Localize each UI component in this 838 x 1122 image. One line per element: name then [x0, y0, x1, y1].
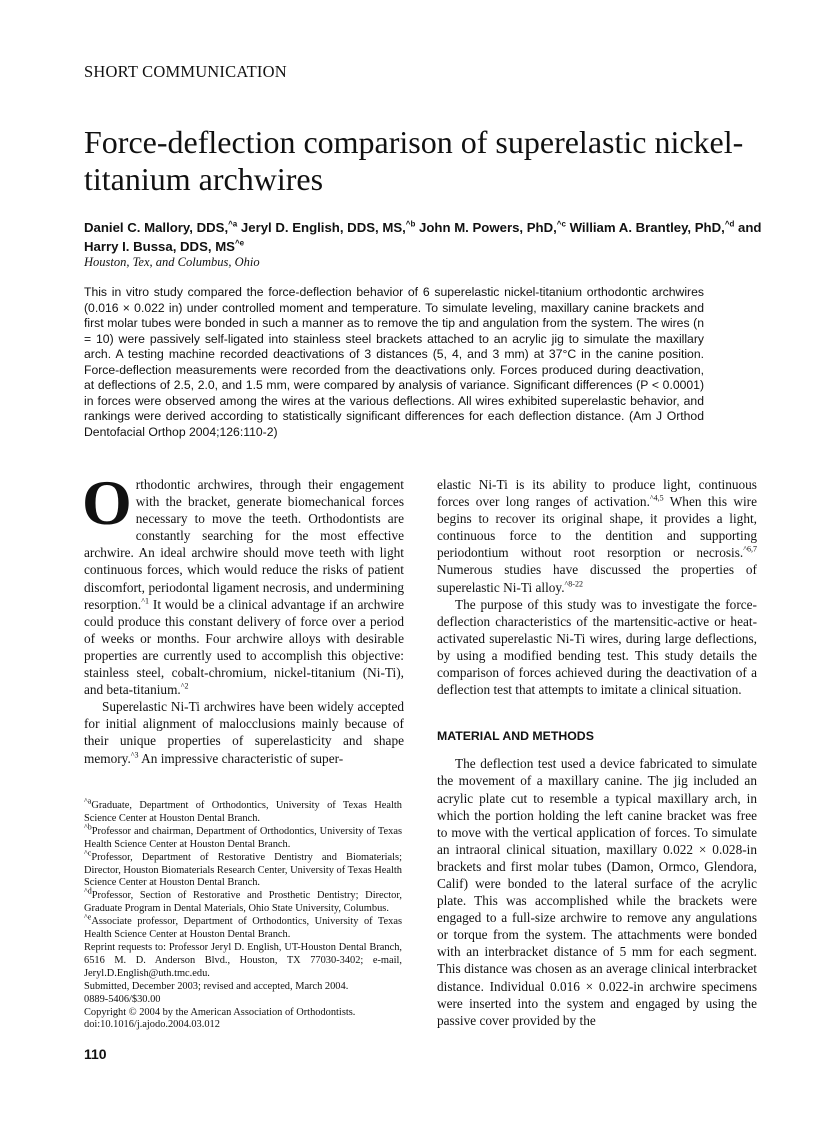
text-segment: An impressive characteristic of super- — [138, 750, 344, 766]
section-label: SHORT COMMUNICATION — [84, 62, 287, 81]
text-segment: Professor and chairman, Department of Orthodontics, University of Texas Health Science Center at Houston Dental Branch. — [84, 825, 402, 850]
text-segment: doi:10.1016/j.ajodo.2004.03.012 — [84, 1019, 220, 1031]
reference-superscript: ^a — [84, 796, 92, 806]
right-column — [437, 476, 757, 1029]
reference-superscript: ^e — [84, 912, 92, 922]
author-list — [84, 218, 764, 256]
text-segment: Reprint requests to: Professor Jeryl D. English, UT-Houston Dental Branch, 6516 M. D. Anderson Blvd., Houston, TX 77030-3402; e-mail, Jeryl.D.English@uth.tmc.edu. — [84, 941, 402, 979]
reference-superscript: ^2 — [180, 681, 189, 691]
footnote — [84, 822, 402, 852]
reference-superscript: ^d — [724, 219, 735, 229]
section-heading: MATERIAL AND METHODS — [437, 729, 594, 744]
reference-superscript: ^1 — [141, 596, 150, 606]
body-paragraph — [84, 698, 404, 766]
reference-superscript: ^b — [405, 219, 416, 229]
abstract: This in vitro study compared the force-deflection behavior of 6 superelastic nickel-titanium orthodontic archwires (0.016 × 0.022 in) under controlled moment and temperature. To simulate leveling, maxillary canine brackets and first molar tubes were bonded in such a manner as to remove the tip and angulation from the system. The wires (n = 10) were passively self-ligated into stainless steel brackets attached to an acrylic jig to simulate the maxillary arch. A testing machine recorded deactivations of 3 distances (5, 4, and 3 mm) at 37°C in the canine position. Force-deflection measurements were recorded from the deactivations only. Forces produced during deactivation, at deflections of 2.5, 2.0, and 1.5 mm, were compared by analysis of variance. Significant differences (P < 0.0001) in forces were observed among the wires at the various deflections. All wires exhibited superelastic behavior, and rankings were derived according to statistically significant differences for each deflection distance. (Am J Orthod Dentofacial Orthop 2004;126:110-2) — [84, 285, 704, 439]
reference-superscript: ^8-22 — [564, 579, 583, 589]
page-number: 110 — [84, 1046, 107, 1062]
text-segment: elastic Ni-Ti is its ability to produce light, continuous forces over long ranges of activation. — [437, 477, 757, 510]
intro-text — [82, 467, 404, 698]
reference-superscript: ^d — [84, 886, 92, 896]
text-segment: When this wire begins to recover its original shape, it provides a light, continuous force to the dentition and supporting periodontium without root resorption or necrosis. — [437, 494, 757, 561]
footnote — [84, 848, 402, 891]
drop-cap: O — [82, 467, 132, 538]
reference-superscript: ^4,5 — [649, 493, 664, 503]
article-title: Force-deflection comparison of superelastic nickel-titanium archwires — [84, 124, 744, 197]
text-segment: and Harry I. Bussa, DDS, MS — [84, 220, 762, 254]
footnote — [84, 912, 402, 942]
footnote — [84, 796, 402, 826]
reference-superscript: ^6,7 — [743, 544, 757, 554]
submission-dates — [84, 981, 402, 994]
reprint-requests — [84, 942, 402, 981]
text-segment: Professor, Department of Restorative Dentistry and Biomaterials; Director, Houston Biomaterials Research Center, University of Texas Health Science Center at Houston Dental Branch. — [84, 851, 402, 889]
text-segment: The purpose of this study was to investigate the force-deflection characteristics of the martensitic-active or heat-activated superelastic Ni-Ti wires, during large deflections, by using a modified bending test. This study details the comparison of forces achieved during the deactivation of a deflection test that attempts to imitate a clinical situation. — [437, 596, 757, 698]
text-segment: Graduate, Department of Orthodontics, University of Texas Health Science Center at Houston Dental Branch. — [84, 800, 402, 824]
reference-superscript: ^e — [234, 238, 245, 248]
text-segment: Professor, Section of Restorative and Prosthetic Dentistry; Director, Graduate Program in Dental Materials, Ohio State University, Columbus. — [84, 890, 402, 915]
author-location: Houston, Tex, and Columbus, Ohio — [84, 255, 260, 269]
reference-superscript: ^3 — [130, 750, 139, 760]
text-segment: Daniel C. Mallory, DDS, — [84, 220, 229, 235]
reference-superscript: ^b — [84, 822, 92, 832]
text-segment: rthodontic archwires, through their engagement with the bracket, generate biomechanical forces necessary to move the teeth. Orthodontists are constantly searching for the most effective archwire. An ideal archwire should move teeth with light continuous forces, which would reduce the risks of patient discomfort, periodontal ligament necrosis, and undermining resorption. — [84, 477, 404, 612]
text-segment: 0889-5406/$30.00 — [84, 993, 161, 1005]
copyright — [84, 1007, 402, 1020]
text-segment: William A. Brantley, PhD, — [565, 220, 725, 235]
reference-superscript: ^a — [228, 219, 238, 229]
text-segment: Superelastic Ni-Ti archwires have been widely accepted for initial alignment of malocclusions mainly because of their unique properties of superelasticity and shape memory. — [84, 699, 404, 766]
left-column — [82, 467, 404, 767]
text-segment: Associate professor, Department of Orthodontics, University of Texas Health Science Center at Houston Dental Branch. — [84, 916, 402, 941]
methods-paragraph — [437, 755, 757, 1029]
intro-paragraph — [82, 467, 404, 698]
text-segment: Copyright © 2004 by the American Association of Orthodontists. — [84, 1006, 356, 1018]
footnotes — [84, 796, 402, 1032]
text-segment: The deflection test used a device fabricated to simulate the movement of a maxillary canine. The jig included an acrylic plate cut to resemble a typical maxillary arch, in which the portion holding the left canine bracket was free to move with the vertical application of forces. To simulate an intraoral clinical situation, maxillary 0.022 × 0.028-in brackets and first molar tubes (Damon, Ormco, Glendora, Calif) were bonded to the lateral surface of the acrylic plate. This was accomplished while the brackets were engaged to a full-size archwire to remove any angulations or torque from the system. The attachments were bonded with an interbracket distance of 5 mm for each segment. This distance was chosen as an average clinical interbracket distance. Individual 0.016 × 0.022-in archwire specimens were inserted into the system and engaged by using the passive cover provided by the — [437, 756, 757, 1028]
reference-superscript: ^c — [556, 219, 566, 229]
reference-superscript: ^c — [84, 848, 92, 858]
doi — [84, 1019, 402, 1032]
issn-price — [84, 994, 402, 1007]
text-segment: It would be a clinical advantage if an archwire could produce this constant delivery of force over a period of weeks or months. Four archwire alloys with desirable properties are currently used to accomplish this objective: stainless steel, cobalt-chromium, nickel-titanium (Ni-Ti), and beta-titanium. — [84, 596, 404, 698]
text-segment: Submitted, December 2003; revised and accepted, March 2004. — [84, 980, 349, 992]
text-segment: Jeryl D. English, DDS, MS, — [237, 220, 406, 235]
body-paragraph — [437, 596, 757, 699]
text-segment: John M. Powers, PhD, — [415, 220, 557, 235]
text-segment: Numerous studies have discussed the properties of superelastic Ni-Ti alloy. — [437, 562, 757, 595]
footnote — [84, 886, 402, 916]
body-paragraph — [437, 476, 757, 596]
